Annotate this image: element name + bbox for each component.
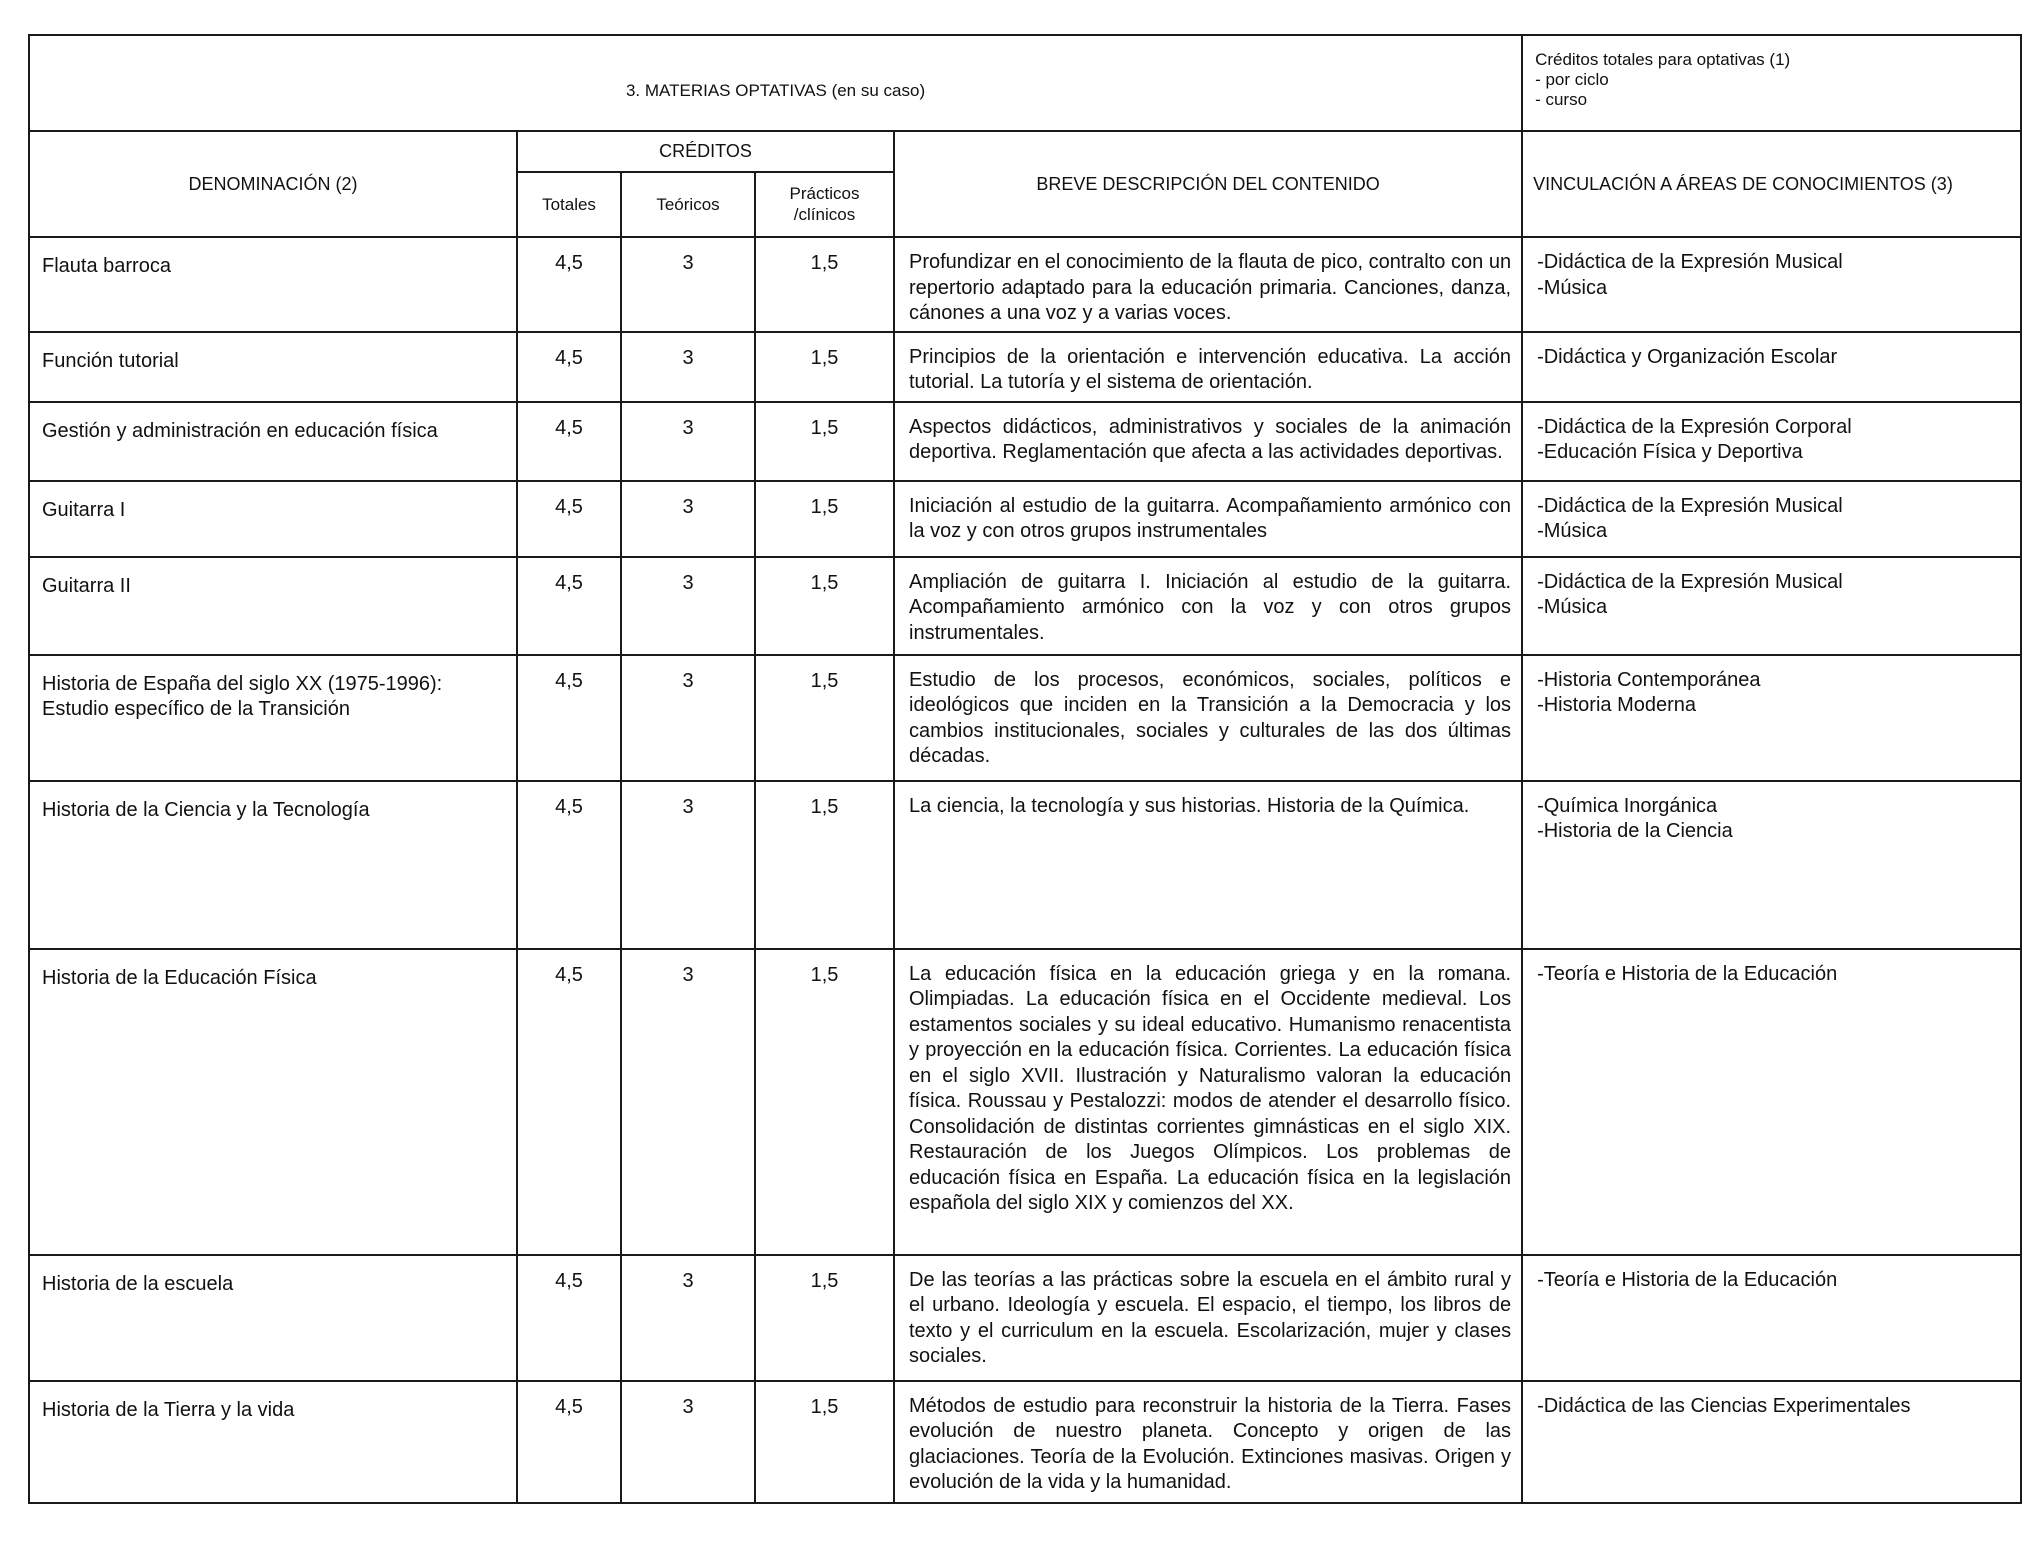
table-title-cell [29, 35, 1522, 131]
knowledge-area: -Didáctica de las Ciencias Experimentales [1537, 1394, 1911, 1417]
credits-practicos: 1,5 [755, 332, 894, 402]
knowledge-area: -Música [1537, 276, 1608, 299]
knowledge-area: -Música [1537, 596, 1608, 618]
subject-name: Guitarra I [42, 498, 126, 521]
subject-name-cell [29, 332, 517, 402]
subject-name: Historia de España del siglo XX (1975-1996): [42, 672, 443, 695]
credits-teoricos: 3 [621, 402, 755, 481]
credits-totales: 4,5 [517, 332, 621, 402]
credits-totales: 4,5 [517, 557, 621, 655]
credits-totales: 4,5 [517, 1381, 621, 1503]
subject-description: Principios de la orientación e intervención educativa. La acción tutorial. La tutoría y el sistema de orientación. [894, 332, 1522, 402]
subject-name: Historia de la Educación Física [42, 966, 317, 989]
credits-totales: 4,5 [517, 402, 621, 481]
knowledge-area: -Teoría e Historia de la Educación [1537, 962, 1838, 985]
table-row [29, 237, 2021, 332]
knowledge-area: -Teoría e Historia de la Educación [1537, 1268, 1838, 1291]
credits-totales: 4,5 [517, 949, 621, 1255]
knowledge-areas-cell [1522, 557, 2021, 655]
subject-name: Flauta barroca [42, 255, 171, 277]
subject-description: Métodos de estudio para reconstruir la historia de la Tierra. Fases evolución de nuestro planeta. Concepto y origen de las glaciaciones. Teoría de la Evolución. Extinciones masivas. Origen y evolución de la vida y la humanidad. [894, 1381, 1522, 1503]
subject-name: Gestión y administración en educación física [42, 419, 438, 442]
col-teoricos: Teóricos [621, 172, 755, 237]
subject-name-cell [29, 402, 517, 481]
subject-description: Iniciación al estudio de la guitarra. Acompañamiento armónico con la voz y con otros grupos instrumentales [894, 481, 1522, 557]
knowledge-area: -Didáctica de la Expresión Musical [1537, 570, 1843, 593]
totals-credits-cell [1522, 35, 2021, 131]
subject-name-subtitle: Estudio específico de la Transición [42, 697, 350, 720]
subject-description: Profundizar en el conocimiento de la flauta de pico, contralto con un repertorio adaptado para la educación primaria. Canciones, danza, cánones a una voz y a varias voces. [894, 237, 1522, 332]
credits-teoricos: 3 [621, 1255, 755, 1381]
table-row [29, 481, 2021, 557]
knowledge-areas-cell [1522, 481, 2021, 557]
table-title: 3. MATERIAS OPTATIVAS (en su caso) [625, 81, 926, 100]
knowledge-area: -Historia de la Ciencia [1537, 820, 1733, 842]
totals-line: - curso [1535, 90, 1588, 109]
subject-name: Historia de la Ciencia y la Tecnología [42, 798, 370, 821]
credits-teoricos: 3 [621, 481, 755, 557]
knowledge-areas-cell [1522, 332, 2021, 402]
subject-description: La educación física en la educación griega y en la romana. Olimpiadas. La educación física en el Occidente medieval. Los estamentos sociales y su ideal educativo. Humanismo renacentista y proyección en la educación física. Corrientes. La educación física en el siglo XVII. Ilustración y Naturalismo valoran la educación física. Roussau y Pestalozzi: modos de atender el desarrollo físico. Consolidación de distintas corrientes gimnásticas en el siglo XIX. Restauración de los Juegos Olímpicos. Los problemas de educación física en España. La educación física en la legislación española del siglo XIX y comienzos del XX. [894, 949, 1522, 1255]
knowledge-area: -Química Inorgánica [1537, 794, 1718, 817]
knowledge-areas-cell [1522, 402, 2021, 481]
table-row [29, 1381, 2021, 1503]
knowledge-area: -Historia Moderna [1537, 694, 1697, 716]
credits-totales: 4,5 [517, 781, 621, 949]
column-header-row [29, 131, 2021, 172]
knowledge-area: -Música [1537, 520, 1608, 542]
subject-description: La ciencia, la tecnología y sus historias. Historia de la Química. [894, 781, 1522, 949]
credits-practicos: 1,5 [755, 481, 894, 557]
subject-name-cell [29, 557, 517, 655]
subject-name-cell [29, 1255, 517, 1381]
col-denominacion: DENOMINACIÓN (2) [29, 131, 517, 237]
subject-description: De las teorías a las prácticas sobre la escuela en el ámbito rural y el urbano. Ideología y escuela. El espacio, el tiempo, los libros de texto y el curriculum en la escuela. Escolarización, mujer y clases sociales. [894, 1255, 1522, 1381]
knowledge-areas-cell [1522, 949, 2021, 1255]
credits-practicos: 1,5 [755, 781, 894, 949]
credits-practicos: 1,5 [755, 1381, 894, 1503]
subject-name: Guitarra II [42, 574, 131, 597]
knowledge-area: -Didáctica de la Expresión Musical [1537, 251, 1843, 273]
knowledge-areas-cell [1522, 1255, 2021, 1381]
credits-practicos: 1,5 [755, 557, 894, 655]
subject-name: Historia de la Tierra y la vida [42, 1398, 295, 1421]
table-row [29, 557, 2021, 655]
knowledge-area: -Didáctica y Organización Escolar [1537, 345, 1838, 368]
knowledge-areas-cell [1522, 1381, 2021, 1503]
subject-description: Aspectos didácticos, administrativos y sociales de la animación deportiva. Reglamentación que afecta a las actividades deportivas. [894, 402, 1522, 481]
col-creditos: CRÉDITOS [517, 131, 894, 172]
table-row [29, 781, 2021, 949]
credits-practicos: 1,5 [755, 655, 894, 781]
credits-teoricos: 3 [621, 332, 755, 402]
knowledge-areas-cell [1522, 781, 2021, 949]
credits-totales: 4,5 [517, 1255, 621, 1381]
optativas-table [28, 34, 2022, 1504]
col-practicos-line1: Prácticos [789, 184, 860, 204]
table-row [29, 655, 2021, 781]
credits-totales: 4,5 [517, 237, 621, 332]
credits-teoricos: 3 [621, 237, 755, 332]
col-descripcion: BREVE DESCRIPCIÓN DEL CONTENIDO [894, 131, 1522, 237]
col-practicos [755, 172, 894, 237]
totals-line: - por ciclo [1535, 70, 1609, 89]
credits-teoricos: 3 [621, 781, 755, 949]
subject-description: Estudio de los procesos, económicos, sociales, políticos e ideológicos que inciden en la Transición a la Democracia y los cambios institucionales, sociales y culturales de las dos últimas décadas. [894, 655, 1522, 781]
credits-practicos: 1,5 [755, 237, 894, 332]
table-row [29, 402, 2021, 481]
knowledge-area: -Historia Contemporánea [1537, 668, 1761, 691]
credits-teoricos: 3 [621, 1381, 755, 1503]
credits-teoricos: 3 [621, 557, 755, 655]
credits-practicos: 1,5 [755, 949, 894, 1255]
credits-totales: 4,5 [517, 655, 621, 781]
knowledge-area: -Didáctica de la Expresión Corporal [1537, 415, 1852, 438]
title-row [29, 35, 2021, 131]
table-row [29, 949, 2021, 1255]
subject-name-cell [29, 237, 517, 332]
subject-name-cell [29, 655, 517, 781]
subject-name: Función tutorial [42, 349, 179, 372]
knowledge-areas-cell [1522, 237, 2021, 332]
knowledge-area: -Didáctica de la Expresión Musical [1537, 494, 1843, 517]
col-practicos-line2: /clínicos [793, 205, 856, 225]
table-row [29, 332, 2021, 402]
subject-name-cell [29, 1381, 517, 1503]
knowledge-areas-cell [1522, 655, 2021, 781]
col-vinculacion: VINCULACIÓN A ÁREAS DE CONOCIMIENTOS (3) [1522, 131, 2021, 237]
table-row [29, 1255, 2021, 1381]
subject-name-cell [29, 781, 517, 949]
subject-description: Ampliación de guitarra I. Iniciación al estudio de la guitarra. Acompañamiento armónico con la voz y con otros grupos instrumentales. [894, 557, 1522, 655]
credits-teoricos: 3 [621, 655, 755, 781]
credits-totales: 4,5 [517, 481, 621, 557]
credits-teoricos: 3 [621, 949, 755, 1255]
optativas-sheet [28, 34, 2020, 1504]
credits-practicos: 1,5 [755, 1255, 894, 1381]
subject-name: Historia de la escuela [42, 1272, 234, 1295]
knowledge-area: -Educación Física y Deportiva [1537, 441, 1803, 463]
subject-name-cell [29, 949, 517, 1255]
credits-practicos: 1,5 [755, 402, 894, 481]
totals-line: Créditos totales para optativas (1) [1535, 50, 1791, 69]
col-totales: Totales [517, 172, 621, 237]
subject-name-cell [29, 481, 517, 557]
